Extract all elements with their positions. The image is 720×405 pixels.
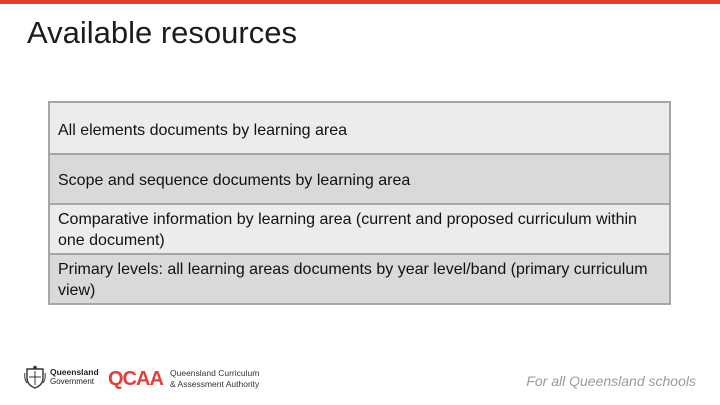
- resource-row-primary-levels: Primary levels: all learning areas documents by year level/band (primary curriculum view): [50, 253, 669, 303]
- qcaa-line1: Queensland Curriculum: [170, 368, 260, 378]
- qcaa-mark: QCAA: [108, 368, 163, 390]
- top-accent-bar: [0, 0, 720, 4]
- qcaa-logo: [108, 367, 268, 393]
- queensland-government-wordmark: [50, 367, 99, 387]
- resource-table: [48, 101, 671, 305]
- resource-row-scope-sequence: Scope and sequence documents by learning area: [50, 153, 669, 203]
- qg-line2: Government: [50, 377, 95, 386]
- tagline: For all Queensland schools: [526, 373, 696, 389]
- qcaa-name: [170, 368, 259, 390]
- resource-row-comparative: Comparative information by learning area (current and proposed curriculum within one document): [50, 203, 669, 253]
- page-title: Available resources: [27, 15, 297, 50]
- queensland-government-logo: [24, 365, 98, 395]
- qcaa-line2: & Assessment Authority: [170, 379, 260, 389]
- footer: [0, 355, 720, 405]
- resource-row-all-elements: All elements documents by learning area: [50, 103, 669, 153]
- queensland-crest-icon: [24, 365, 46, 389]
- qg-line1: Queensland: [50, 367, 99, 377]
